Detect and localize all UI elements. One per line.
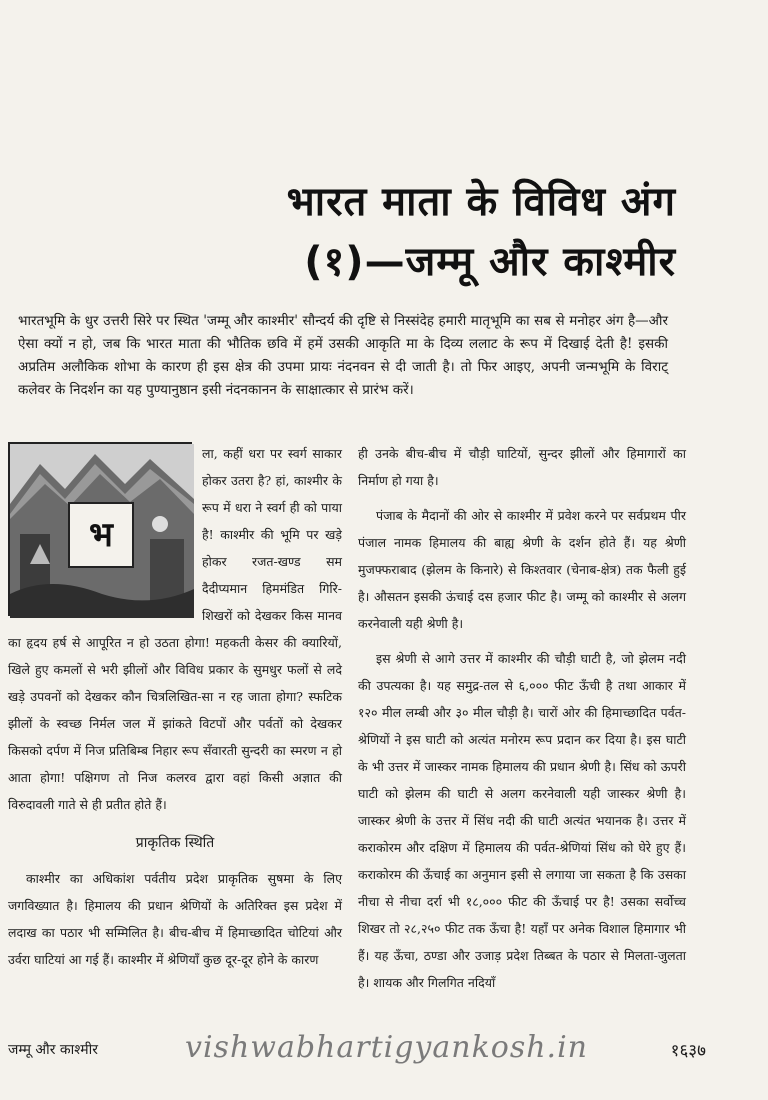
section-subheading: प्राकृतिक स्थिति <box>135 835 215 851</box>
illustrated-initial-icon <box>8 442 192 616</box>
left-paragraph-1: ला, कहीं धरा पर स्वर्ग साकार होकर उतरा है? हां, काश्मीर के रूप में धरा ने स्वर्ग ही को पाया है! काश्मीर की भूमि पर खड़े होकर रजत-खण्ड सम दैदीप्यमान हिममंडित गिरि-शिखरों को देखकर किस मानव का हृदय हर्ष से आपूरित न हो उठता होगा! महकती केसर की क्यारियों, खिले हुए कमलों से भरी झीलों और विविध प्रकार के सुमधुर फलों से लदे खड़े उपवनों को देखकर कौन चित्रलिखित-सा न रह जाता होगा? स्फटिक झीलों के स्वच्छ निर्मल जल में झांकते विटपों और पर्वतों को देखकर किसको दर्पण में निज प्रतिबिम्ब निहार रूप सँवारती सुन्दरी का स्मरण न हो आता होगा! पक्षिगण तो निज कलरव द्वारा वहां किसी अज्ञात की विरुदावली गाते से ही प्रतीत होते हैं। <box>8 446 342 812</box>
page-number: १६३७ <box>670 1041 706 1061</box>
dropcap-letter: भ <box>68 502 134 568</box>
intro-paragraph: भारतभूमि के धुर उत्तरी सिरे पर स्थित 'जम्मू और काश्मीर' सौन्दर्य की दृष्टि से निस्संदेह हमारी मातृभूमि का सब से मनोहर अंग है—और ऐसा क्यों न हो, जब कि भारत माता की भौतिक छवि में हमें उसकी आकृति मा के दिव्य ललाट के रूप में दिखाई देती है! इसकी अप्रतिम अलौकिक शोभा के कारण ही इस क्षेत्र की उपमा प्रायः नंदनवन से दी जाती है। तो फिर आइए, अपनी जन्मभूमि के विराट् कलेवर के निदर्शन का यह पुण्यानुष्ठान इसी नंदनकानन के साक्षात्कार से प्रारंभ करें। <box>18 313 668 398</box>
left-column <box>8 440 342 973</box>
article-title-line2: (१)—जम्मू और काश्मीर <box>304 239 676 285</box>
right-paragraph-3: इस श्रेणी से आगे उत्तर में काश्मीर की चौड़ी घाटी है, जो झेलम नदी की उपत्यका है। यह समुद्र-तल से ६,००० फीट ऊँची है तथा आकार में १२० मील लम्बी और ३० मील चौड़ी है। चारों ओर की हिमाच्छादित पर्वत-श्रेणियों ने इस घाटी को अत्यंत मनोरम रूप प्रदान कर दिया है। इस घाटी के भी उत्तर में जास्कर नामक हिमालय की प्रधान श्रेणी है। सिंध को ऊपरी घाटी को झेलम की घाटी से अलग करनेवाली यही जास्कर श्रेणी है। जास्कर श्रेणी के उत्तर में सिंध नदी की घाटी अत्यंत भयानक है। उत्तर में कराकोरम और दक्षिण में हिमालय की पर्वत-श्रेणियां सिंध को घेरे हुए हैं। कराकोरम की ऊँचाई का अनुमान इसी से लगाया जा सकता है कि उसका नीचा से नीचा दर्रा भी १८,००० फीट की ऊँचाई पर है! उसका सर्वोच्च शिखर तो २८,२५० फीट तक ऊँचा है! यहाँ पर अनेक विशाल हिमागार भी हैं। यह ऊँचा, ठण्डा और उजाड़ प्रदेश तिब्बत के पठार से मिलता-जुलता है। शायक और गिलगित नदियाँ <box>358 651 686 990</box>
article-title-line1: भारत माता के विविध अंग <box>286 179 676 225</box>
footer-section-name: जम्मू और काश्मीर <box>8 1042 98 1058</box>
right-paragraph-1: ही उनके बीच-बीच में चौड़ी घाटियों, सुन्दर झीलों और हिमागारों का निर्माण हो गया है। <box>358 446 686 488</box>
left-paragraph-2: काश्मीर का अधिकांश पर्वतीय प्रदेश प्राकृतिक सुषमा के लिए जगविख्यात है। हिमालय की प्रधान श्रेणियों के अतिरिक्त इस प्रदेश में लदाख का पठार भी सम्मिलित है। बीच-बीच में हिमाच्छादित चोटियां और उर्वरा घाटियां आ गई हैं। काश्मीर में श्रेणियाँ कुछ दूर-दूर होने के कारण <box>8 871 342 967</box>
right-column <box>358 440 686 1004</box>
footer-watermark: vishwabhartigyankosh.in <box>185 1030 588 1065</box>
right-paragraph-2: पंजाब के मैदानों की ओर से काश्मीर में प्रवेश करने पर सर्वप्रथम पीर पंजाल नामक हिमालय की बाह्य श्रेणी के दर्शन होते हैं। यह श्रेणी मुजफ्फराबाद (झेलम के किनारे) से किश्तवार (चेनाब-क्षेत्र) तक फैली हुई है। औसतन इसकी ऊंचाई दस हजार फीट है। जम्मू को काश्मीर से अलग करनेवाली यही श्रेणी है। <box>358 508 686 631</box>
